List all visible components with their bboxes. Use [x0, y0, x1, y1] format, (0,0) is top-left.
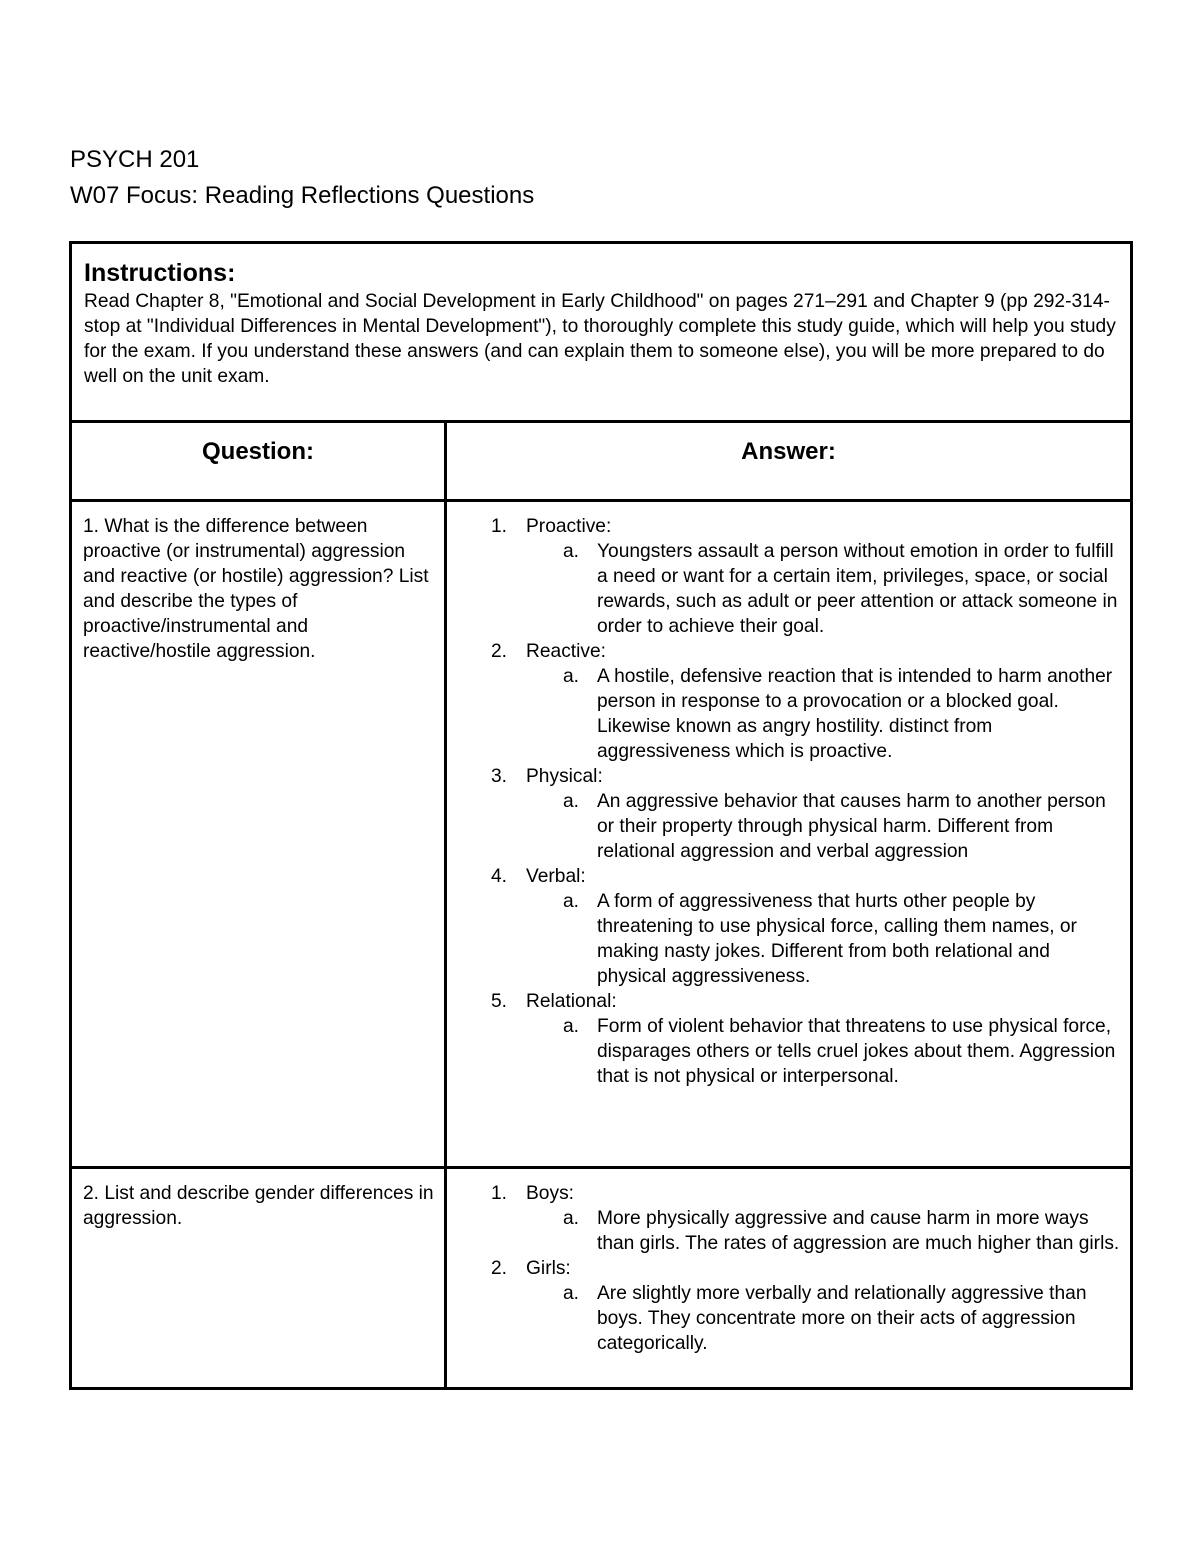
answer-header: Answer: [741, 438, 836, 465]
answer-header-cell [446, 422, 1132, 501]
sub-text: Form of violent behavior that threatens to use physical force, disparages others or tells cruel jokes about them. Aggression that is not physical or interpersonal. [597, 1016, 1116, 1087]
answer-list [447, 1169, 1130, 1356]
item-number: 1. [491, 516, 508, 537]
sub-item [526, 789, 1120, 864]
item-label: Physical: [526, 766, 603, 787]
item-number: 3. [491, 766, 508, 787]
question-header-cell [71, 422, 446, 501]
sub-letter: a. [563, 541, 580, 562]
instructions-cell [71, 243, 1132, 422]
sub-text: A hostile, defensive reaction that is intended to harm another person in response to a provocation or a blocked goal. Likewise known as angry hostility. distinct from aggressiveness which is proactive. [597, 666, 1113, 762]
answer-cell [446, 1168, 1132, 1389]
item-label: Girls: [526, 1258, 571, 1279]
item-label: Proactive: [526, 516, 612, 537]
question-cell [71, 501, 446, 1168]
sub-item [526, 1014, 1120, 1089]
item-label: Verbal: [526, 866, 586, 887]
question-text: 2. List and describe gender differences in aggression. [83, 1183, 434, 1229]
sub-letter: a. [563, 1016, 580, 1037]
sub-item [526, 664, 1120, 764]
list-item [447, 639, 1120, 764]
course-title: PSYCH 201 [70, 146, 200, 173]
assignment-title: W07 Focus: Reading Reflections Questions [70, 182, 535, 209]
column-header-row [71, 422, 1132, 501]
item-label: Reactive: [526, 641, 606, 662]
sub-letter: a. [563, 891, 580, 912]
sub-item [526, 1281, 1120, 1356]
sub-text: A form of aggressiveness that hurts other people by threatening to use physical force, calling them names, or making nasty jokes. Different from both relational and physical aggressiveness. [597, 891, 1077, 987]
item-number: 1. [491, 1183, 508, 1204]
table-row [71, 501, 1132, 1168]
sub-text: Are slightly more verbally and relationally aggressive than boys. They concentrate more on their acts of aggression categorically. [597, 1283, 1087, 1354]
answer-list [447, 502, 1130, 1089]
list-item [447, 764, 1120, 864]
sub-text: More physically aggressive and cause harm in more ways than girls. The rates of aggression are much higher than girls. [597, 1208, 1120, 1254]
list-item [447, 989, 1120, 1089]
question-cell [71, 1168, 446, 1389]
item-number: 5. [491, 991, 508, 1012]
list-item [447, 1256, 1120, 1356]
sub-item [526, 889, 1120, 989]
instructions-body: Read Chapter 8, "Emotional and Social Development in Early Childhood" on pages 271–291 and Chapter 9 (pp 292-314- stop at "Individual Differences in Mental Development"), to thoroughly complete this study guide, which will help you study for the exam. If you understand these answers (and can explain them to someone else), you will be more prepared to do well on the unit exam. [84, 291, 1116, 387]
list-item [447, 864, 1120, 989]
sub-item [526, 539, 1120, 639]
item-label: Relational: [526, 991, 617, 1012]
question-text: 1. What is the difference between proactive (or instrumental) aggression and reactive (or hostile) aggression? List and describe the types of proactive/instrumental and reactive/hostile aggression. [83, 516, 429, 662]
sub-letter: a. [563, 666, 580, 687]
sub-text: Youngsters assault a person without emotion in order to fulfill a need or want for a certain item, privileges, space, or social rewards, such as adult or peer attention or attack someone in order to achieve their goal. [597, 541, 1118, 637]
answer-cell [446, 501, 1132, 1168]
instructions-row [71, 243, 1132, 422]
sub-letter: a. [563, 791, 580, 812]
sub-letter: a. [563, 1283, 580, 1304]
question-header: Question: [202, 438, 314, 465]
list-item [447, 514, 1120, 639]
instructions-heading: Instructions: [84, 259, 236, 287]
sub-letter: a. [563, 1208, 580, 1229]
item-number: 2. [491, 1258, 508, 1279]
study-guide-table [69, 241, 1133, 1390]
list-item [447, 1181, 1120, 1256]
item-number: 4. [491, 866, 508, 887]
document-header [70, 142, 534, 214]
table-row [71, 1168, 1132, 1389]
item-label: Boys: [526, 1183, 574, 1204]
sub-text: An aggressive behavior that causes harm to another person or their property through physical harm. Different from relational aggression and verbal aggression [597, 791, 1106, 862]
sub-item [526, 1206, 1120, 1256]
item-number: 2. [491, 641, 508, 662]
